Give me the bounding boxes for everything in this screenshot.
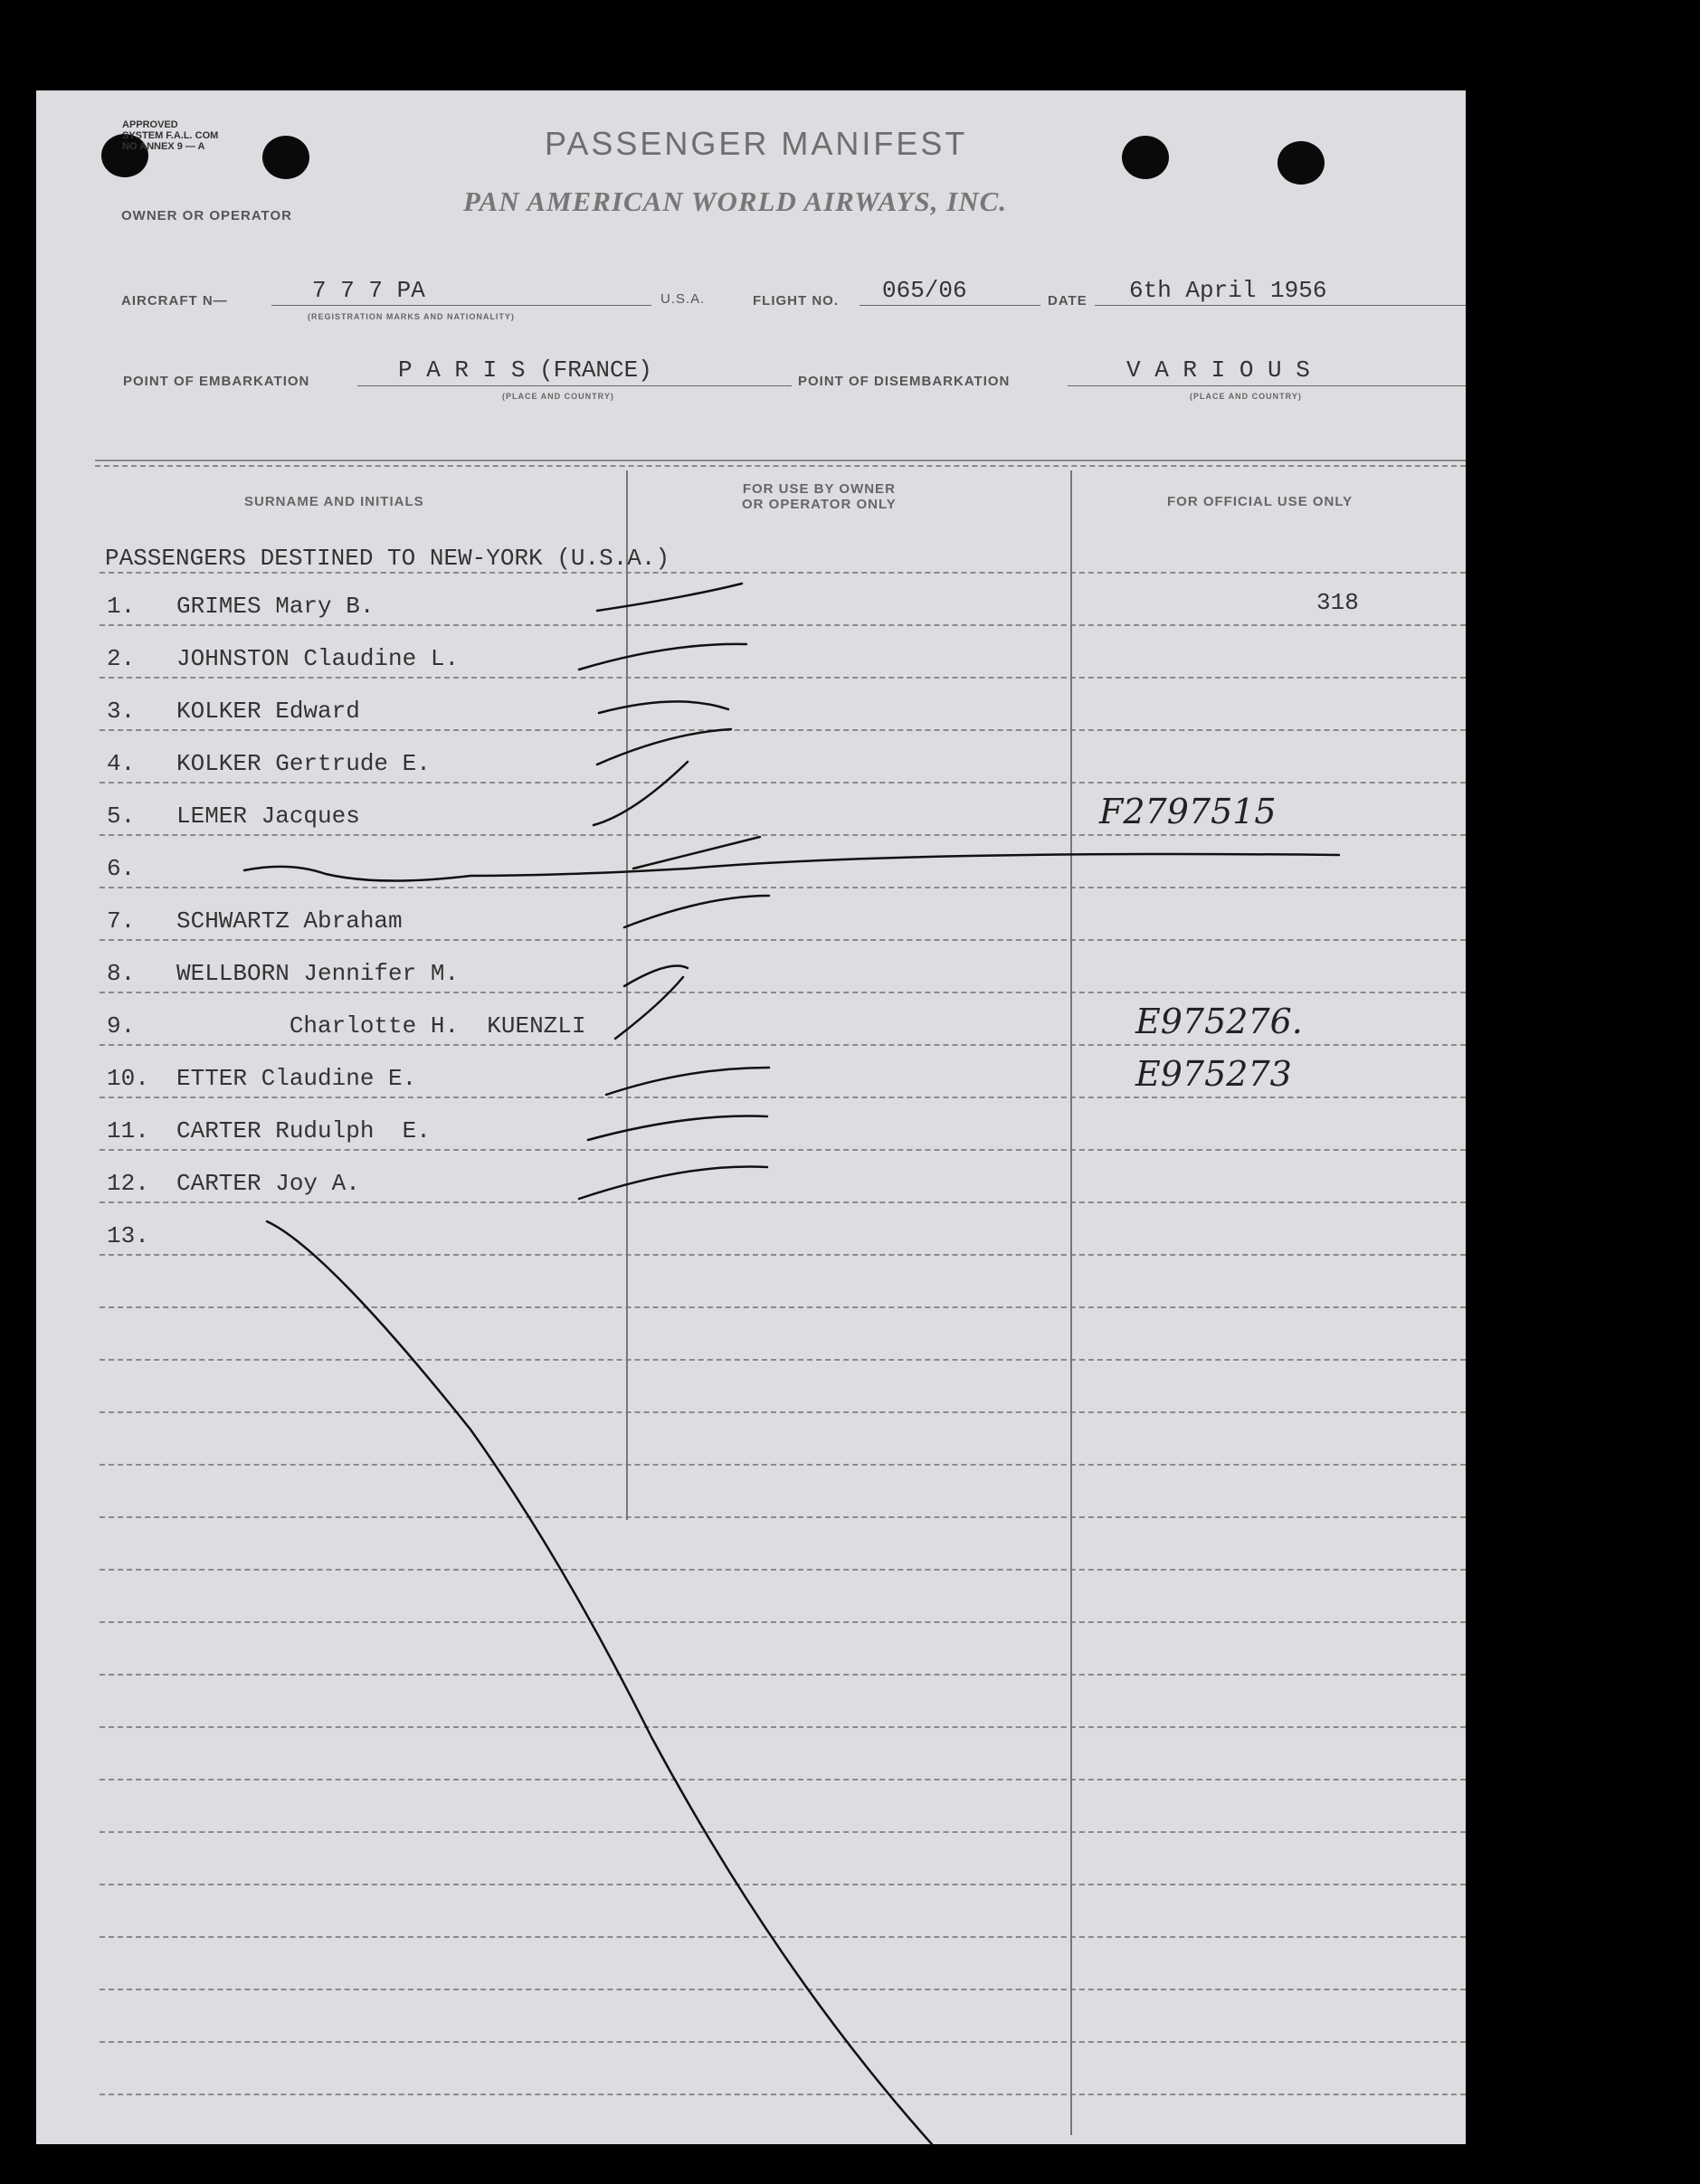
usa-label: U.S.A. xyxy=(660,291,706,307)
embark-sublabel: (PLACE AND COUNTRY) xyxy=(502,392,614,401)
punch-hole xyxy=(262,136,309,179)
col-surname-heading: SURNAME AND INITIALS xyxy=(244,494,424,509)
passenger-name: WELLBORN Jennifer M. xyxy=(176,960,460,987)
row-rule xyxy=(100,834,1466,836)
approval-line: APPROVED xyxy=(122,119,178,130)
row-rule xyxy=(100,1989,1466,1990)
row-rule xyxy=(100,992,1466,993)
row-rule xyxy=(100,1831,1466,1833)
embark-value: P A R I S (FRANCE) xyxy=(398,356,652,384)
approval-line: SYSTEM F.A.L. COM xyxy=(122,130,219,141)
disembark-underline xyxy=(1068,385,1466,386)
column-divider xyxy=(1070,470,1072,2135)
col-owner-line: FOR USE BY OWNER xyxy=(742,481,896,497)
col-owner-line: OR OPERATOR ONLY xyxy=(742,497,897,512)
official-entry: F2797515 xyxy=(1099,792,1277,831)
row-rule xyxy=(100,1411,1466,1413)
official-entry: E975273 xyxy=(1135,1054,1292,1094)
row-rule xyxy=(100,677,1466,679)
aircraft-label: AIRCRAFT N— xyxy=(121,293,228,309)
row-rule xyxy=(100,1516,1466,1518)
disembark-sublabel: (PLACE AND COUNTRY) xyxy=(1190,392,1302,401)
passenger-number: 2. xyxy=(107,645,136,672)
disembark-value: V A R I O U S xyxy=(1126,356,1310,384)
aircraft-value: 7 7 7 PA xyxy=(312,277,425,304)
header-rule xyxy=(95,460,1466,461)
passenger-number: 13. xyxy=(107,1222,149,1249)
passenger-name: CARTER Joy A. xyxy=(176,1170,360,1197)
row-rule xyxy=(100,1726,1466,1728)
passenger-number: 5. xyxy=(107,802,136,830)
row-rule xyxy=(100,1674,1466,1676)
passenger-name: JOHNSTON Claudine L. xyxy=(176,645,460,672)
passenger-number: 12. xyxy=(107,1170,149,1197)
row-rule xyxy=(100,1359,1466,1361)
flight-label: FLIGHT NO. xyxy=(753,293,839,309)
row-rule xyxy=(100,1621,1466,1623)
flight-value: 065/06 xyxy=(882,277,967,304)
passenger-name: Charlotte H. KUENZLI xyxy=(176,1012,586,1040)
column-divider xyxy=(626,470,628,1520)
row-rule xyxy=(100,1884,1466,1885)
row-rule xyxy=(100,1254,1466,1256)
approval-line: NO ANNEX 9 — A xyxy=(122,141,205,152)
passenger-number: 8. xyxy=(107,960,136,987)
row-rule xyxy=(100,1306,1466,1308)
passenger-number: 9. xyxy=(107,1012,136,1040)
row-rule xyxy=(100,1044,1466,1046)
embark-underline xyxy=(357,385,792,386)
form-title: PASSENGER MANIFEST xyxy=(545,125,968,162)
official-entry: 318 xyxy=(1316,589,1359,616)
passenger-name: KOLKER Gertrude E. xyxy=(176,750,431,777)
col-owner-heading xyxy=(742,481,897,512)
row-rule xyxy=(100,2094,1466,2095)
row-rule xyxy=(100,1936,1466,1938)
passenger-number: 4. xyxy=(107,750,136,777)
approval-stamp xyxy=(122,119,218,152)
row-rule xyxy=(100,624,1466,626)
aircraft-sublabel: (REGISTRATION MARKS AND NATIONALITY) xyxy=(308,312,515,321)
company-name: PAN AMERICAN WORLD AIRWAYS, INC. xyxy=(463,185,1008,217)
passenger-number: 6. xyxy=(107,855,136,882)
embark-label: POINT OF EMBARKATION xyxy=(123,374,310,389)
punch-hole xyxy=(1122,136,1169,179)
header-rule xyxy=(95,465,1466,467)
section-heading: PASSENGERS DESTINED TO NEW-YORK (U.S.A.) xyxy=(105,545,670,572)
passenger-name: CARTER Rudulph E. xyxy=(176,1117,431,1144)
date-label: DATE xyxy=(1048,293,1087,309)
passenger-number: 10. xyxy=(107,1065,149,1092)
date-underline xyxy=(1095,305,1466,306)
passenger-name: ETTER Claudine E. xyxy=(176,1065,417,1092)
official-entry: E975276. xyxy=(1135,1002,1303,1041)
passenger-number: 7. xyxy=(107,907,136,935)
disembark-label: POINT OF DISEMBARKATION xyxy=(798,374,1011,389)
aircraft-underline xyxy=(271,305,651,306)
row-rule xyxy=(100,1149,1466,1151)
row-rule xyxy=(100,572,1466,574)
owner-label: OWNER OR OPERATOR xyxy=(121,208,292,223)
row-rule xyxy=(100,1569,1466,1571)
passenger-name: SCHWARTZ Abraham xyxy=(176,907,403,935)
row-rule xyxy=(100,887,1466,888)
passenger-number: 3. xyxy=(107,698,136,725)
col-official-heading: FOR OFFICIAL USE ONLY xyxy=(1167,494,1353,509)
passenger-name: GRIMES Mary B. xyxy=(176,593,375,620)
row-rule xyxy=(100,2041,1466,2043)
row-rule xyxy=(100,782,1466,783)
date-value: 6th April 1956 xyxy=(1129,277,1327,304)
passenger-number: 11. xyxy=(107,1117,149,1144)
row-rule xyxy=(100,1779,1466,1780)
passenger-name: LEMER Jacques xyxy=(176,802,360,830)
row-rule xyxy=(100,1097,1466,1098)
row-rule xyxy=(100,1201,1466,1203)
row-rule xyxy=(100,939,1466,941)
passenger-number: 1. xyxy=(107,593,136,620)
row-rule xyxy=(100,729,1466,731)
punch-hole xyxy=(1277,141,1325,185)
row-rule xyxy=(100,1464,1466,1466)
passenger-name: KOLKER Edward xyxy=(176,698,360,725)
flight-underline xyxy=(859,305,1040,306)
